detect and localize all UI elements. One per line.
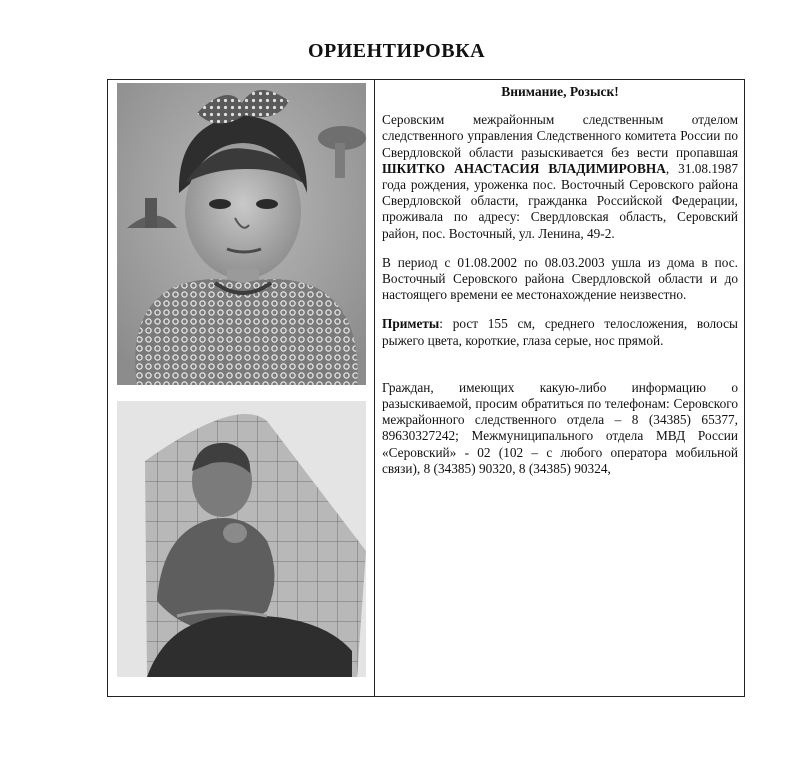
- contact-paragraph: Граждан, имеющих какую-либо информацию о разыскиваемой, просим обратиться по телефонам: Серовского межрайонного следственного отдела – 8 (34385) 65377, 89630327242; Межмуниципального отдела МВД России «Серовский» - 02 (102 – с любого оператора мобильной связи), 8 (34385) 90320, 8 (34385) 90324,: [382, 379, 738, 476]
- missing-person-name: ШКИТКО АНАСТАСИЯ ВЛАДИМИРОВНА: [382, 160, 666, 176]
- document-title: ОРИЕНТИРОВКА: [307, 40, 486, 62]
- age-progressed-sketch: [117, 401, 366, 677]
- notice-table: [107, 79, 745, 697]
- child-photo: [117, 83, 366, 385]
- disappearance-paragraph: В период с 01.08.2002 по 08.03.2003 ушла из дома в пос. Восточный Серовского района Свердловской области и до настоящего времени ее местонахождение неизвестно.: [382, 254, 738, 303]
- description-paragraph: [382, 112, 738, 242]
- features-label: Приметы: [382, 316, 440, 332]
- column-divider: [374, 80, 375, 696]
- description-intro: Серовским межрайонным следственным отделом следственного управления Следственного комитета России по Свердловской области разыскивается без вести пропавшая: [382, 112, 738, 160]
- notice-text: [382, 84, 738, 490]
- description-details: , 31.08.1987 года рождения, уроженка пос. Восточный Серовского района Свердловской области, гражданка Российской Федерации, проживала по адресу: Свердловская область, Серовский район, пос. Восточный, ул. Ленина, 49-2.: [382, 160, 738, 241]
- features-text: : рост 155 см, среднего телосложения, волосы рыжего цвета, короткие, глаза серые, нос прямой.: [382, 316, 738, 348]
- features-paragraph: [382, 316, 738, 348]
- notice-heading: Внимание, Розыск!: [501, 84, 619, 99]
